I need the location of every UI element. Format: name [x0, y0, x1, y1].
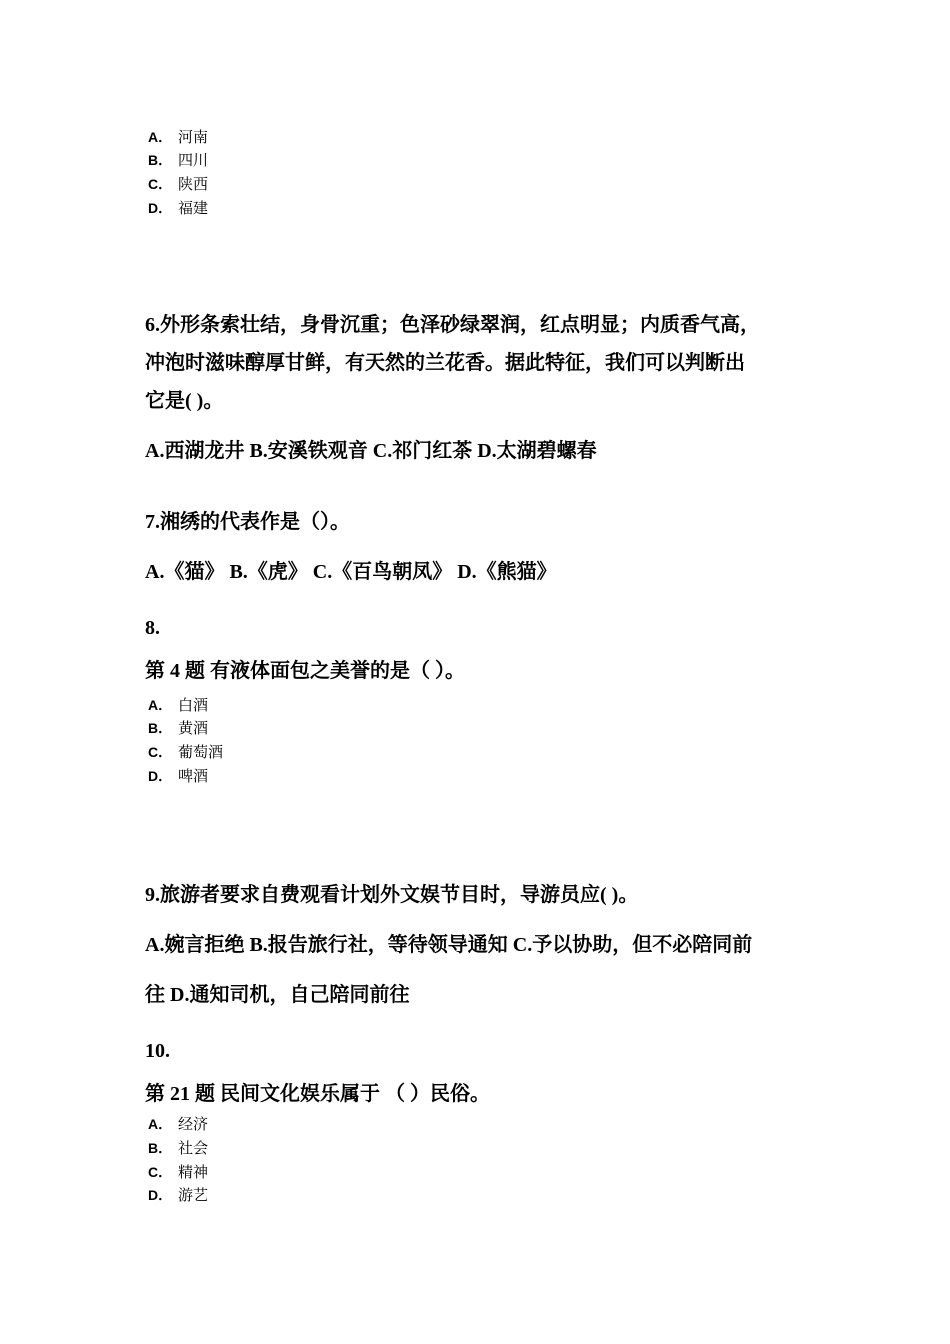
option-letter: A．: [148, 697, 173, 713]
q5-option-b: [148, 149, 208, 171]
q6-stem-line-2: 冲泡时滋味醇厚甘鲜，有天然的兰花香。据此特征，我们可以判断出: [145, 352, 745, 374]
option-letter: B．: [148, 720, 173, 736]
q10-number: 10.: [145, 1040, 170, 1062]
q7-choices: A.《猫》 B.《虎》 C.《百鸟朝凤》 D.《熊猫》: [145, 561, 557, 583]
option-letter: D．: [148, 768, 173, 784]
q10-stem: 第 21 题 民间文化娱乐属于 （ ）民俗。: [145, 1083, 490, 1105]
option-text: 四川: [178, 151, 209, 169]
option-text: 游艺: [178, 1186, 209, 1204]
option-letter: A．: [148, 1116, 173, 1132]
q8-option-c: [148, 741, 223, 763]
option-letter: C．: [148, 1164, 173, 1180]
q8-option-b: [148, 717, 208, 739]
q8-stem: 第 4 题 有液体面包之美誉的是（ ）。: [145, 660, 465, 682]
option-letter: D．: [148, 200, 173, 216]
q9-choices-line-2: 往 D.通知司机，自己陪同前往: [145, 984, 410, 1006]
q10-option-c: [148, 1161, 208, 1183]
option-text: 白酒: [178, 696, 209, 714]
option-letter: A．: [148, 129, 173, 145]
option-text: 陕西: [178, 175, 209, 193]
option-letter: B．: [148, 152, 173, 168]
option-text: 葡萄酒: [178, 743, 224, 761]
option-letter: C．: [148, 744, 173, 760]
q9-choices-line-1: A.婉言拒绝 B.报告旅行社，等待领导通知 C.予以协助，但不必陪同前: [145, 934, 753, 956]
option-text: 精神: [178, 1163, 209, 1181]
q6-stem-line-3: 它是( )。: [145, 390, 224, 412]
q8-option-d: [148, 765, 208, 787]
option-text: 福建: [178, 199, 209, 217]
q5-option-c: [148, 173, 208, 195]
q10-option-b: [148, 1137, 208, 1159]
q8-option-a: [148, 694, 208, 716]
option-text: 河南: [178, 128, 209, 146]
option-letter: B．: [148, 1140, 173, 1156]
option-letter: C．: [148, 176, 173, 192]
q9-stem: 9.旅游者要求自费观看计划外文娱节目时，导游员应( )。: [145, 884, 639, 906]
option-text: 经济: [178, 1115, 209, 1133]
q10-option-d: [148, 1184, 208, 1206]
option-text: 啤酒: [178, 767, 209, 785]
option-letter: D．: [148, 1187, 173, 1203]
q6-stem-line-1: 6.外形条索壮结，身骨沉重；色泽砂绿翠润，红点明显；内质香气高，: [145, 314, 760, 336]
q8-number: 8.: [145, 617, 160, 639]
option-text: 社会: [178, 1139, 209, 1157]
q10-option-a: [148, 1113, 208, 1135]
q7-stem: 7.湘绣的代表作是（）。: [145, 511, 350, 533]
q5-option-d: [148, 197, 208, 219]
q6-choices: A.西湖龙井 B.安溪铁观音 C.祁门红茶 D.太湖碧螺春: [145, 440, 597, 462]
option-text: 黄酒: [178, 719, 209, 737]
q5-option-a: [148, 126, 208, 148]
